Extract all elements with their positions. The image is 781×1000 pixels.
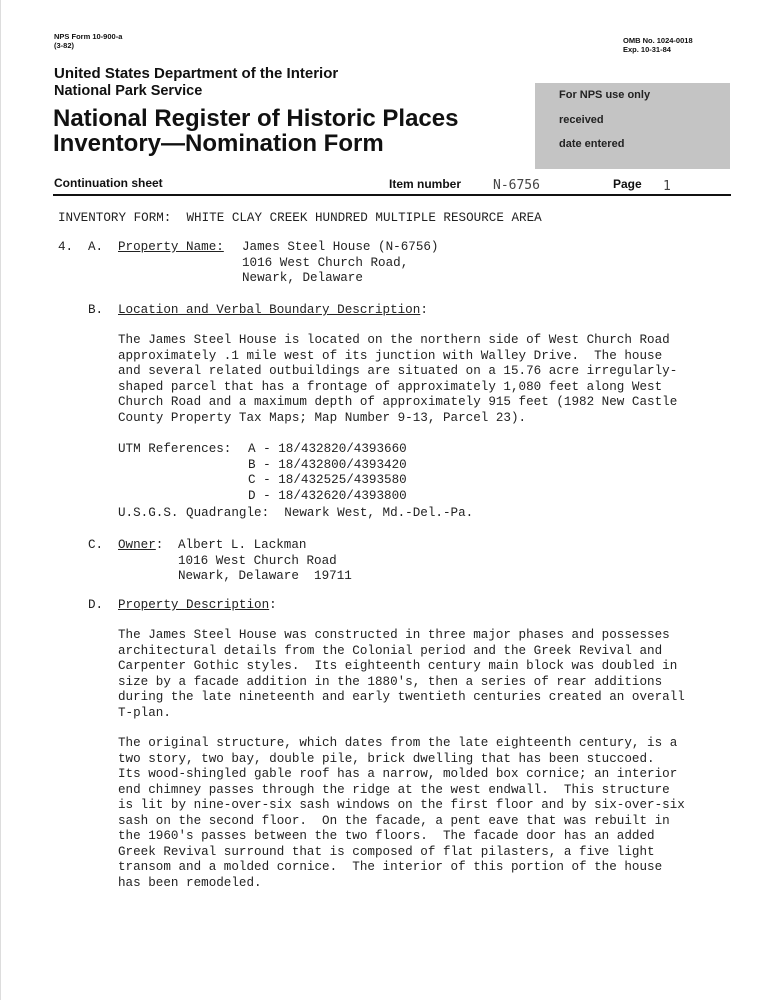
text-line: transom and a molded cornice. The interior of this portion of the house	[118, 860, 663, 874]
omb-number: OMB No. 1024-0018	[623, 36, 693, 45]
text-line: 1016 West Church Road,	[242, 255, 409, 270]
owner-label: Owner	[118, 538, 156, 552]
page-value: 1	[663, 179, 671, 194]
text-line: Church Road and a maximum depth of approximately 915 feet (1982 New Castle	[118, 395, 678, 409]
text-line: Albert L. Lackman	[178, 538, 307, 552]
text-line: A - 18/432820/4393660	[248, 442, 407, 456]
property-name-label: Property Name:	[118, 240, 224, 254]
location-paragraph	[118, 333, 677, 426]
expiration: Exp. 10-31-84	[623, 45, 671, 54]
nps-use-box	[535, 83, 730, 169]
text-line: and several related outbuildings are situated on a 15.76 acre irregularly-	[118, 364, 678, 378]
section-number: 4.	[58, 240, 74, 254]
text-line: 1016 West Church Road	[178, 553, 337, 568]
section-b-heading	[118, 303, 428, 319]
form-revision: (3-82)	[54, 41, 75, 50]
text-line: the 1960's passes between the two floors. The facade door has an added	[118, 829, 655, 843]
text-line: is lit by nine-over-six sash windows on the first floor and by six-over-six	[118, 798, 685, 812]
text-line: County Property Tax Maps; Map Number 9-13, Parcel 23).	[118, 410, 527, 425]
text-line: Its wood-shingled gable roof has a narrow, molded box cornice; an interior	[118, 767, 678, 781]
inventory-heading: INVENTORY FORM: WHITE CLAY CREEK HUNDRED MULTIPLE RESOURCE AREA	[58, 211, 542, 225]
text-line: The original structure, which dates from the late eighteenth century, is a	[118, 736, 678, 750]
header-rule	[53, 194, 731, 196]
colon: :	[155, 538, 164, 552]
service: National Park Service	[54, 83, 203, 99]
department: United States Department of the Interior	[54, 65, 339, 82]
text-line: Newark, Delaware 19711	[178, 569, 352, 583]
form-number: NPS Form 10-900-a	[54, 32, 123, 41]
text-line: during the late nineteenth and early twentieth centuries created an overall	[118, 690, 685, 704]
property-description-label: Property Description	[118, 598, 270, 612]
section-a-letter: A.	[88, 240, 104, 254]
text-line: C - 18/432525/4393580	[248, 473, 407, 487]
section-b-letter: B.	[88, 303, 104, 317]
colon: :	[269, 598, 277, 612]
description-paragraph-1	[118, 628, 685, 721]
text-line: The James Steel House is located on the northern side of West Church Road	[118, 333, 670, 347]
text-line: B - 18/432800/4393420	[248, 457, 407, 472]
date-entered-label: date entered	[559, 138, 625, 150]
item-number-value: N-6756	[493, 178, 540, 193]
text-line: Carpenter Gothic styles. Its eighteenth century main block was doubled in	[118, 659, 678, 673]
text-line: two story, two bay, double pile, brick dwelling that has been stuccoed.	[118, 751, 655, 766]
utm-label: UTM References:	[118, 442, 232, 456]
title-line-1: National Register of Historic Places	[53, 105, 459, 132]
section-b-label: Location and Verbal Boundary Description	[118, 303, 421, 317]
text-line: James Steel House (N-6756)	[242, 240, 439, 254]
page-label: Page	[613, 177, 642, 191]
received-label: received	[559, 114, 604, 126]
title-line-2: Inventory—Nomination Form	[53, 130, 384, 157]
text-line: has been remodeled.	[118, 875, 262, 890]
form-title	[53, 106, 458, 156]
continuation-sheet: Continuation sheet	[54, 176, 163, 190]
section-c-heading	[118, 538, 163, 554]
text-line: approximately .1 mile west of its junction with Walley Drive. The house	[118, 348, 663, 363]
text-line: The James Steel House was constructed in three major phases and possesses	[118, 628, 670, 642]
omb-info	[623, 36, 693, 54]
text-line: end chimney passes through the ridge at the west endwall. This structure	[118, 782, 670, 797]
form-id	[54, 32, 122, 50]
text-line: architectural details from the Colonial period and the Greek Revival and	[118, 643, 663, 658]
nps-use-label: For NPS use only	[559, 89, 651, 101]
owner-lines	[178, 538, 352, 585]
section-c-letter: C.	[88, 538, 104, 552]
text-line: sash on the second floor. On the facade, a pent eave that was rebuilt in	[118, 813, 670, 828]
text-line: shaped parcel that has a frontage of approximately 1,080 feet along West	[118, 379, 663, 394]
property-name-lines	[242, 240, 439, 287]
text-line: T-plan.	[118, 705, 171, 720]
usgs-quadrangle: U.S.G.S. Quadrangle: Newark West, Md.-Del.-Pa.	[118, 506, 474, 520]
section-d-heading	[118, 598, 277, 614]
section-d-letter: D.	[88, 598, 104, 612]
text-line: Greek Revival surround that is composed of flat pilasters, a five light	[118, 844, 655, 859]
colon: :	[420, 303, 428, 317]
utm-references	[248, 442, 407, 504]
text-line: Newark, Delaware	[242, 271, 363, 285]
text-line: D - 18/432620/4393800	[248, 488, 407, 503]
text-line: size by a facade addition in the 1880's, then a series of rear additions	[118, 674, 663, 689]
description-paragraph-2	[118, 736, 685, 891]
item-number-label: Item number	[389, 177, 462, 191]
